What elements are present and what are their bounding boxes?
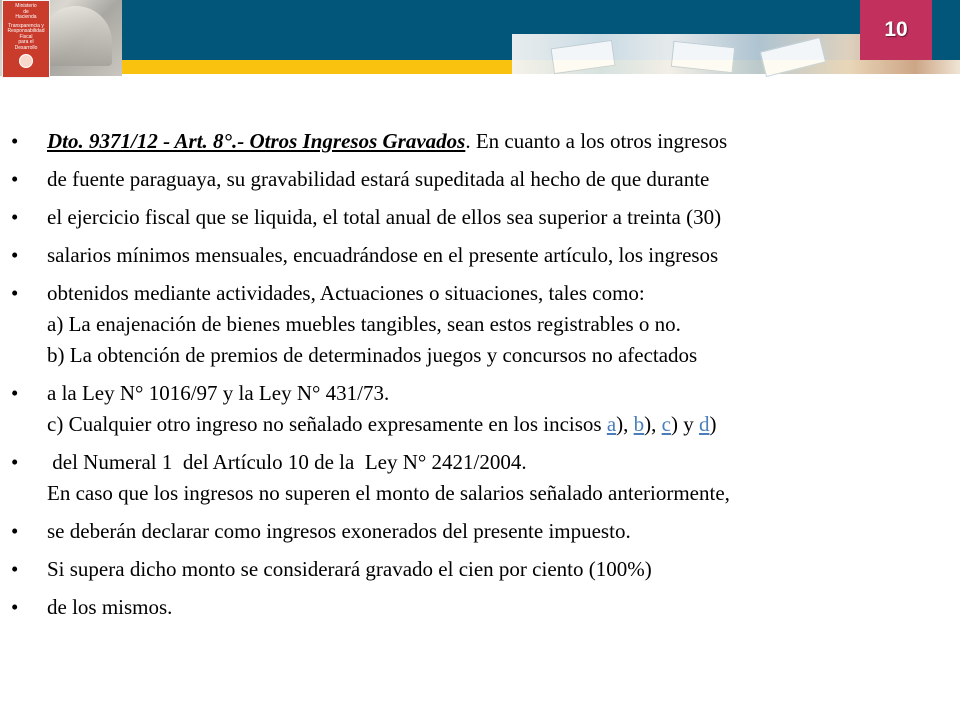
bullet-dot: • [11, 557, 19, 581]
bullet-dot: • [11, 519, 19, 543]
bullet-dot: • [11, 167, 19, 191]
bullet-item [0, 278, 960, 371]
bullet-item [0, 516, 960, 547]
inciso-c-link[interactable]: c [661, 412, 671, 436]
sub-item-a: a) La enajenación de bienes muebles tangibles, sean estos registrables o no. [47, 312, 681, 336]
bullet-dot: • [11, 205, 19, 229]
bullet-item [0, 592, 960, 623]
bullet-item [0, 240, 960, 271]
ministry-logo: Ministerio de Hacienda Transparencia y Responsabilidad Fiscal para el Desarrollo [2, 0, 50, 78]
page-number: 10 [884, 18, 908, 41]
paper-sheet [671, 41, 735, 73]
building-dome [40, 6, 112, 66]
bullet-text: a la Ley N° 1016/97 y la Ley N° 431/73. [47, 381, 390, 405]
bullet-item [0, 164, 960, 195]
bullet-text: Si supera dicho monto se considerará gravado el cien por ciento (100%) [47, 557, 652, 581]
page-number-badge [860, 0, 932, 60]
sub-item-b: b) La obtención de premios de determinados juegos y concursos no afectados [47, 343, 698, 367]
bullet-item [0, 126, 960, 157]
bullet-dot: • [11, 381, 19, 405]
slide-content [0, 126, 960, 630]
bullet-dot: • [11, 450, 19, 474]
inciso-d-link[interactable]: d [699, 412, 710, 436]
bullet-text: se deberán declarar como ingresos exonerados del presente impuesto. [47, 519, 631, 543]
bullet-text: de los mismos. [47, 595, 173, 619]
sub-item-text: En caso que los ingresos no superen el monto de salarios señalado anteriormente, [47, 481, 730, 505]
inciso-b-link[interactable]: b [633, 412, 645, 436]
bullet-text: del Numeral 1 del Artículo 10 de la Ley N° 2421/2004. [47, 450, 527, 474]
bullet-item [0, 447, 960, 509]
bullet-list [0, 126, 960, 623]
bullet-text: de fuente paraguaya, su gravabilidad estará supeditada al hecho de que durante [47, 167, 710, 191]
paper-sheet [760, 37, 826, 77]
sub-item-c: c) Cualquier otro ingreso no señalado expresamente en los incisos a), b), c) y d) [47, 412, 717, 436]
bullet-dot: • [11, 243, 19, 267]
inciso-a-link[interactable]: a [606, 412, 617, 436]
bullet-text: salarios mínimos mensuales, encuadrándose en el presente artículo, los ingresos [47, 243, 719, 267]
bullet-item [0, 202, 960, 233]
header-blue-strip [932, 0, 960, 60]
bullet-text: el ejercicio fiscal que se liquida, el total anual de ellos sea superior a treinta (30) [47, 205, 722, 229]
decree-reference: Dto. 9371/12 - Art. 8°.- Otros Ingresos Gravados [47, 129, 466, 153]
paper-sheet [550, 40, 615, 74]
header-banner [0, 0, 960, 88]
bullet-dot: • [11, 281, 19, 305]
bullet-dot: • [11, 129, 19, 153]
bullet-item [0, 554, 960, 585]
seal-icon [19, 54, 33, 68]
bullet-dot: • [11, 595, 19, 619]
bullet-item [0, 378, 960, 440]
bullet-text: . En cuanto a los otros ingresos [465, 129, 728, 153]
bullet-text: obtenidos mediante actividades, Actuaciones o situaciones, tales como: [47, 281, 645, 305]
